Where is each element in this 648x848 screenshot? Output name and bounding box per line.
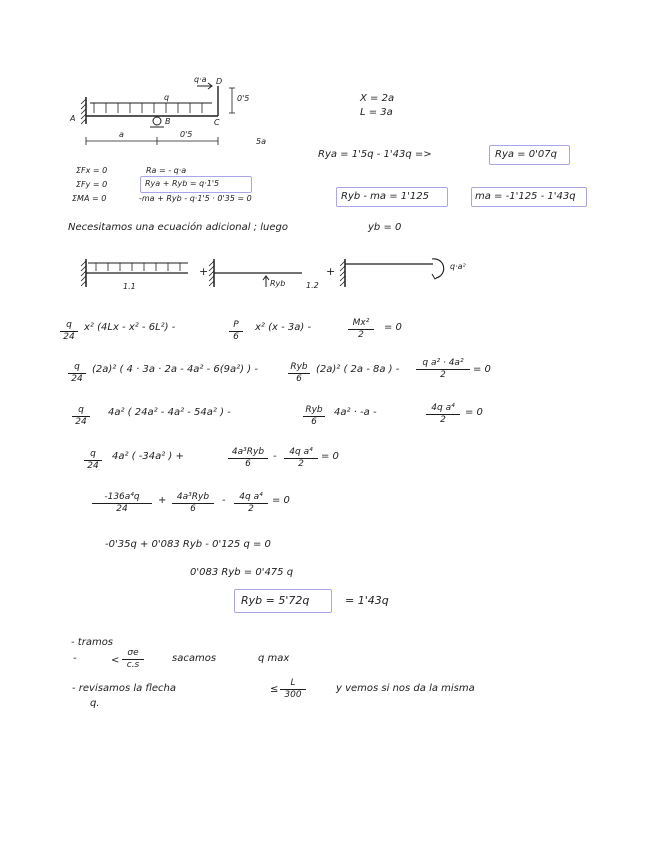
step4-fraction-3: $\frac{\text{4q a⁴}}{2}$: [284, 447, 318, 470]
case-2-label: 1.2: [306, 281, 319, 290]
dim-vertical-label: 0'5: [237, 94, 250, 103]
step1-fraction-2: $\frac{P}{6}$: [229, 320, 243, 343]
dim-a-label: a: [119, 130, 124, 139]
step3-part-a: 4a² ( 24a² - 4a² - 54a² ) -: [108, 407, 231, 418]
step2-equals: = 0: [473, 364, 491, 375]
support-label: 5a: [256, 137, 266, 146]
sum-moment: ΣMA = 0: [72, 194, 107, 203]
step5-part-a: +: [158, 495, 167, 506]
step3-part-b: 4a² · -a -: [334, 407, 377, 418]
ryb-force-label: Ryb: [270, 279, 286, 288]
step5-part-b: -: [222, 495, 226, 506]
moment-equation: -ma + Ryb - q·1'5 · 0'35 = 0: [139, 194, 252, 203]
step2-fraction-1: $\frac{q}{24}$: [68, 362, 86, 385]
note-3-le: ≤: [270, 684, 279, 695]
step3-fraction-1: $\frac{q}{24}$: [72, 405, 90, 428]
step4-fraction-1: $\frac{q}{24}$: [84, 449, 102, 472]
ryb-final-result: Ryb = 5'72q: [241, 594, 310, 607]
step5-equals: = 0: [272, 495, 290, 506]
point-a-label: A: [70, 114, 76, 123]
sum-fx: ΣFx = 0: [76, 166, 108, 175]
point-d-label: D: [216, 77, 223, 86]
ra-equation: Ra = - q·a: [146, 166, 187, 175]
given-l: L = 3a: [360, 107, 393, 118]
note-2-qmax: q max: [258, 653, 290, 664]
sum-fy: ΣFy = 0: [76, 180, 108, 189]
load-qa-label: q·a: [194, 75, 207, 84]
step1-part-a: x² (4Lx - x² - 6L²) -: [84, 322, 176, 333]
note-2-sacamos: sacamos: [172, 653, 217, 664]
plus-sign-1: +: [199, 265, 209, 278]
load-q-label: q: [164, 93, 170, 102]
step1-equals: = 0: [384, 322, 402, 333]
point-b-label: B: [165, 117, 171, 126]
note-2-fraction: $\frac{\sigma e}{c.s}$: [122, 648, 144, 671]
note-tramos: - tramos: [71, 637, 114, 648]
step3-fraction-2: Ryb 6: [303, 405, 325, 428]
step2-fraction-2: Ryb 6: [288, 362, 310, 385]
yb-condition: yb = 0: [368, 222, 402, 233]
step3-equals: = 0: [465, 407, 483, 418]
note-3-continuation: y vemos si nos da la misma: [336, 683, 475, 694]
step2-fraction-3: $\frac{\text{q a² · 4a²}}{2}$: [416, 358, 470, 381]
step2-part-b: (2a)² ( 2a - 8a ) -: [316, 364, 400, 375]
case-1-label: 1.1: [123, 282, 136, 291]
step5-fraction-3: $\frac{\text{4q a⁴}}{2}$: [234, 492, 268, 515]
note-2-lt: <: [111, 655, 120, 666]
step1-fraction-1: $\frac{q}{24}$: [60, 320, 78, 343]
note-4-text: q.: [90, 698, 100, 709]
step4-part-a: 4a² ( -34a² ) +: [112, 451, 184, 462]
step4-equals: = 0: [321, 451, 339, 462]
plus-sign-2: +: [326, 265, 336, 278]
step6-equation: -0'35q + 0'083 Ryb - 0'125 q = 0: [105, 539, 271, 550]
note-3-text: - revisamos la flecha: [72, 683, 176, 694]
step4-fraction-2: 4a³Ryb 6: [228, 447, 268, 470]
step5-fraction-1: $\frac{\text{-136a⁴q}}{24}$: [92, 492, 152, 515]
rya-ryb-equation: Rya + Ryb = q·1'5: [145, 179, 220, 188]
note-2-dash: -: [73, 653, 77, 664]
ryb-ma-equation: Ryb - ma = 1'125: [341, 191, 429, 202]
step4-part-b: -: [273, 451, 277, 462]
ryb-final-equivalent: = 1'43q: [345, 594, 389, 607]
rya-expression: Rya = 1'5q - 1'43q =>: [318, 149, 432, 160]
ma-result: ma = -1'125 - 1'43q: [475, 191, 576, 202]
step7-equation: 0'083 Ryb = 0'475 q: [190, 567, 294, 578]
applied-moment-label: q·a²: [450, 262, 466, 271]
rya-result: Rya = 0'07q: [495, 149, 557, 160]
note-3-fraction: $\frac{L}{300}$: [280, 678, 306, 701]
step5-fraction-2: 4a³Ryb 6: [172, 492, 214, 515]
step2-part-a: (2a)² ( 4 · 3a · 2a - 4a² - 6(9a²) ) -: [92, 364, 258, 375]
step1-fraction-3: $\frac{\text{Mx²}}{2}$: [348, 318, 374, 341]
additional-equation-sentence: Necesitamos una ecuación adicional ; luego: [68, 222, 288, 233]
point-c-label: C: [214, 118, 220, 127]
dim-horizontal-label: 0'5: [180, 130, 193, 139]
given-x: X = 2a: [360, 93, 395, 104]
step3-fraction-3: $\frac{\text{4q a⁴}}{2}$: [426, 403, 460, 426]
step1-part-b: x² (x - 3a) -: [255, 322, 312, 333]
